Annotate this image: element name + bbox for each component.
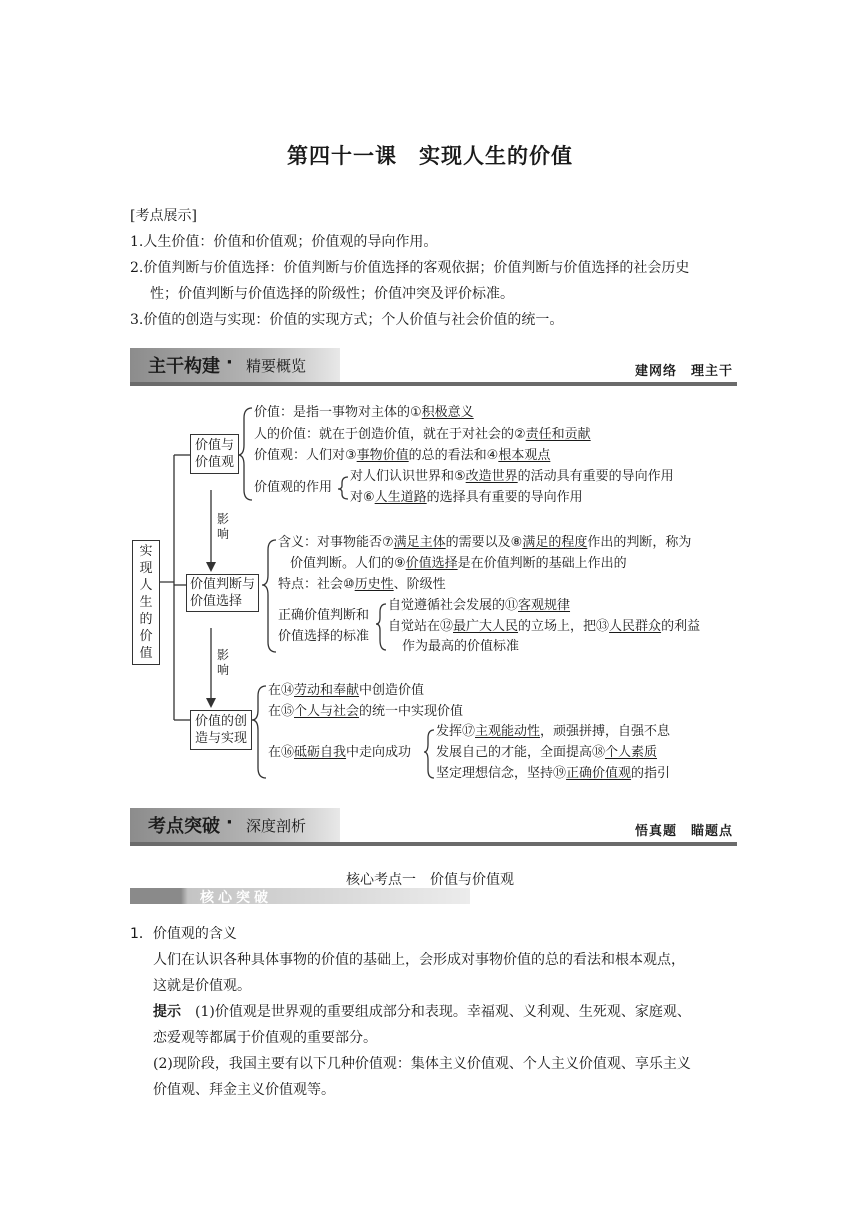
section1-para3: (2)现阶段，我国主要有以下几种价值观：集体主义价值观、个人主义价值观、享乐主义 [153,1056,691,1072]
mindmap-box-judgment: 价值判断与 价值选择 [186,574,259,612]
g1-line-4: 价值观的作用 [254,480,333,495]
kaodian-item-2: 2.价值判断与价值选择：价值判断与价值选择的客观依据；价值判断与价值选择的社会历史 [130,260,690,276]
core-point-title: 核心考点一 价值与价值观 [346,872,514,888]
g2-line-7: 作为最高的价值标准 [402,639,520,654]
mindmap-root: 实 现 人 生 的 价 值 [132,540,160,665]
banner-right-label: 建网络 理主干 [634,364,733,379]
g2-line-6: 自觉站在⑫最广大人民的立场上，把⑬人民群众的利益 [388,619,701,634]
g3-line-6: 坚定理想信念，坚持⑲正确价值观的指引 [436,766,671,781]
banner-main-label: 主干构建 [148,356,220,377]
kaodian-item-3: 3.价值的创造与实现：价值的实现方式；个人价值与社会价值的统一。 [130,312,564,328]
banner2-dot: · [226,812,233,833]
section1-para2-cont: 恋爱观等都属于价值观的重要部分。 [153,1030,377,1046]
section1-para1: 人们在认识各种具体事物的价值的基础上，会形成对事物价值的总的看法和根本观点， [153,952,685,968]
banner2-main-label: 考点突破 [148,816,220,837]
influence-label-1: 影 响 [217,512,230,541]
g1-line-4b: 对⑥人生道路的选择具有重要的导向作用 [350,490,583,505]
g2-line-5: 自觉遵循社会发展的⑪客观规律 [388,598,571,613]
kaodian-item-1: 1.人生价值：价值和价值观；价值观的导向作用。 [130,234,438,250]
g1-line-3: 价值观：人们对③事物价值的总的看法和④根本观点 [254,448,551,463]
g3-line-5: 发展自己的才能，全面提高⑱个人素质 [436,745,658,760]
kaodian-item-2-cont: 性；价值判断与价值选择的阶级性；价值冲突及评价标准。 [150,286,514,302]
banner2-sub-label: 深度剖析 [246,817,307,835]
tip-label: 提示 [153,1004,181,1020]
g2-standard-label-2: 价值选择的标准 [278,629,370,644]
g2-line-2: 价值判断。人们的⑨价值选择是在价值判断的基础上作出的 [290,556,627,571]
g2-line-3: 特点：社会⑩历史性、阶级性 [278,577,446,592]
banner-sub-label: 精要概览 [246,357,307,375]
influence-label-2: 影 响 [217,648,230,677]
mindmap-box-value: 价值与 价值观 [190,434,239,474]
g1-line-4a: 对人们认识世界和⑤改造世界的活动具有重要的导向作用 [350,469,674,484]
g3-line-1: 在⑭劳动和奉献中创造价值 [268,683,425,698]
g1-line-1: 价值：是指一事物对主体的①积极意义 [254,405,474,420]
g2-standard-label-1: 正确价值判断和 [278,608,370,623]
g2-line-1: 含义：对事物能否⑦满足主体的需要以及⑧满足的程度作出的判断，称为 [278,535,692,550]
section1-tip: 提示 (1)价值观是世界观的重要组成部分和表现。幸福观、义利观、生死观、家庭观、 [153,1004,691,1020]
section-banner-breakthrough [130,808,737,846]
g3-line-4: 发挥⑰主观能动性，顽强拼搏，自强不息 [436,724,671,739]
page-title: 第四十一课 实现人生的价值 [287,144,573,168]
section1-para1-cont: 这就是价值观。 [153,978,251,994]
mindmap-box-creation: 价值的创 造与实现 [190,710,252,750]
core-breakthrough-bar [130,888,470,904]
g1-line-2: 人的价值：就在于创造价值，就在于对社会的②责任和贡献 [254,427,591,442]
g3-line-2: 在⑮个人与社会的统一中实现价值 [268,704,464,719]
core-breakthrough-label: 核心突破 [200,890,272,906]
section1-para3-cont: 价值观、拜金主义价值观等。 [153,1082,335,1098]
g3-line-3: 在⑯砥砺自我中走向成功 [268,745,412,760]
banner2-right-label: 悟真题 瞄题点 [634,824,733,839]
banner-dot: · [226,352,233,373]
section1-heading: 1．价值观的含义 [130,926,237,942]
kaodian-label: [考点展示] [130,208,197,224]
